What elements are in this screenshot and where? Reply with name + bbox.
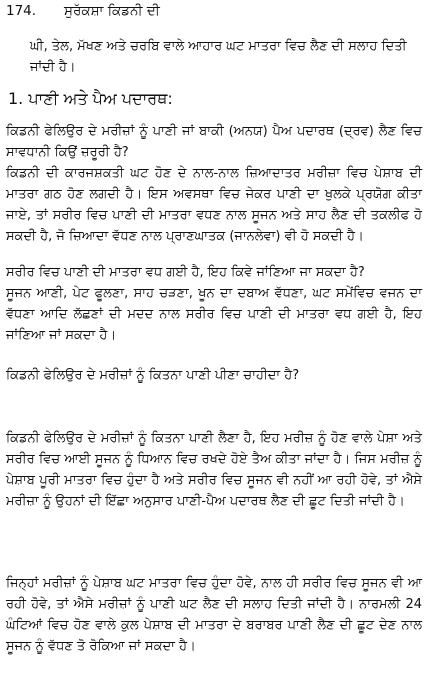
answer-3-block [6, 428, 422, 512]
question-answer-1 [6, 121, 422, 247]
question-3: ਕਿਡਨੀ ਫੇਲਿਉਰ ਦੇ ਮਰੀਜ਼ਾਂ ਨੂੰ ਕਿਤਨਾ ਪਾਣੀ ਪੀਣਾ ਚਾਹੀਦਾ ਹੈ? [6, 368, 300, 383]
page-number: 174. [6, 3, 37, 19]
answer-3: ਕਿਡਨੀ ਫੇਲਿਉਰ ਦੇ ਮਰੀਜ਼ਾਂ ਨੂੰ ਕਿਤਨਾ ਪਾਣੀ ਲੈਣਾ ਹੈ, ਇਹ ਮਰੀਜ਼ ਨੂੰ ਹੋਣ ਵਾਲੇ ਪੇਸ਼ਾ ਅਤੇ ਸਰੀਰ ਵਿਚ ਆਈ ਸੂਜਨ ਨੂੰ ਧਿਆਨ ਵਿਚ ਰਖਦੇ ਹੋਏ ਤੈਅ ਕੀਤਾ ਜਾਂਦਾ ਹੈ। ਜਿਸ ਮਰੀਜ਼ ਨੂੰ ਪੇਸ਼ਾਬ ਪੂਰੀ ਮਾਤਰਾ ਵਿਚ ਹੁੰਦਾ ਹੈ ਅਤੇ ਸਰੀਰ ਵਿਚ ਸੂਜਨ ਵੀ ਨਹੀਂ ਆ ਰਹੀ ਹੋਵੇ, ਤਾਂ ਐਸੇ ਮਰੀਜ਼ਾ ਨੂੰ ਉਹਨਾਂ ਦੀ ਇੱਛਾ ਅਨੁਸਾਰ ਪਾਣੀ-ਪੈਅ ਪਦਾਰਥ ਲੈਣ ਦੀ ਛੂਟ ਦਿਤੀ ਜਾਂਦੀ ਹੈ। [6, 431, 422, 509]
answer-4: ਜਿਨ੍ਹਾਂ ਮਰੀਜ਼ਾਂ ਨੂੰ ਪੇਸ਼ਾਬ ਘਟ ਮਾਤਰਾ ਵਿਚ ਹੁੰਦਾ ਹੋਵੇ, ਨਾਲ ਹੀ ਸਰੀਰ ਵਿਚ ਸੂਜਨ ਵੀ ਆ ਰਹੀ ਹੋਵੇ, ਤਾਂ ਐਸੇ ਮਰੀਜ਼ਾਂ ਨੂੰ ਪਾਣੀ ਘਟ ਲੈਣ ਦੀ ਸਲਾਹ ਦਿਤੀ ਜਾਂਦੀ ਹੈ। ਨਾਰਮਲੀ 24 ਘੰਟਿਆਂ ਵਿਚ ਹੋਣ ਵਾਲੇ ਕੁਲ ਪੇਸ਼ਾਬ ਦੀ ਮਾਤਰਾ ਦੇ ਬਰਾਬਰ ਪਾਣੀ ਲੈਣ ਦੀ ਛੂਟ ਦੇਣ ਨਾਲ ਸੂਜਨ ਨੂੰ ਵੱਧਣ ਤੋ ਰੋਕਿਆ ਜਾਂ ਸਕਦਾ ਹੈ। [6, 576, 422, 654]
question-2: ਸਰੀਰ ਵਿਚ ਪਾਣੀ ਦੀ ਮਾਤਰਾ ਵਧ ਗਈ ਹੈ, ਇਹ ਕਿਵੇ ਜਾਂਣਿਆ ਜਾ ਸਕਦਾ ਹੈ? [6, 265, 365, 280]
question-3-block [6, 365, 422, 386]
intro-text: ਘੀ, ਤੇਲ, ਮੱਖਣ ਅਤੇ ਚਰਬਿ ਵਾਲੇ ਆਹਾਰ ਘਟ ਮਾਤਰਾ ਵਿਚ ਲੈਣ ਦੀ ਸਲਾਹ ਦਿਤੀ ਜਾਂਦੀ ਹੈ। [30, 39, 407, 75]
question-1: ਕਿਡਨੀ ਫੇਲਿਉਰ ਦੇ ਮਰੀਜ਼ਾਂ ਨੂੰ ਪਾਣੀ ਜਾਂ ਬਾਕੀ (ਅਨਯ) ਪੈਅ ਪਦਾਰਥ (ਦ੍ਰਵ) ਲੈਣ ਵਿਚ ਸਾਵਧਾਨੀ ਕਿਉਂ ਜ਼ਰੂਰੀ ਹੈ? [6, 124, 422, 160]
intro-paragraph [30, 36, 420, 78]
page-header [6, 2, 160, 20]
section-heading: 1. ਪਾਣੀ ਅਤੇ ਪੈਅ ਪਦਾਰਥ: [8, 89, 173, 108]
running-title: ਸੁਰੱਕਸ਼ਾ ਕਿਡਨੀ ਦੀ [64, 3, 160, 19]
answer-2: ਸੂਜਨ ਆਣੀ, ਪੇਟ ਫੂਲਣਾ, ਸਾਹ ਚੜਣਾ, ਖੂਨ ਦਾ ਦਬਾਅ ਵੱਧਣਾ, ਘਟ ਸਮੇਂਵਿਚ ਵਜਨ ਦਾ ਵੱਧਣਾ ਆਦਿ ਲੱਛਣਾਂ ਦੀ ਮਦਦ ਨਾਲ ਸਰੀਰ ਵਿਚ ਪਾਣੀ ਦੀ ਮਾਤਰਾ ਵਧ ਗਈ ਹੈ, ਇਹ ਜਾਂਣਿਆ ਜਾਂ ਸਕਦਾ ਹੈ। [6, 286, 422, 343]
answer-4-block [6, 573, 422, 657]
answer-1: ਕਿਡਨੀ ਦੀ ਕਾਰਜਸ਼ਕਤੀ ਘਟ ਹੋਣ ਦੇ ਨਾਲ-ਨਾਲ ਜ਼ਿਆਦਾਤਰ ਮਰੀਜ਼ਾ ਵਿਚ ਪੇਸ਼ਾਬ ਦੀ ਮਾਤਰਾ ਗਠ ਹੋਣ ਲਗਦੀ ਹੈ। ਇਸ ਅਵਸਥਾ ਵਿਚ ਜੇਕਰ ਪਾਣੀ ਦਾ ਖੁਲਕੇ ਪ੍ਰਯੋਗ ਕੀਤਾ ਜਾਏ, ਤਾਂ ਸਰੀਰ ਵਿਚ ਪਾਣੀ ਦੀ ਮਾਤਰਾ ਵਧਣ ਨਾਲ ਸੂਜਨ ਅਤੇ ਸਾਹ ਲੈਣ ਦੀ ਤਕਲੀਫ ਹੋ ਸਕਦੀ ਹੈ, ਜੋ ਜ਼ਿਆਦਾ ਵੱਧਣ ਨਾਲ ਪ੍ਰਾਣਘਾਤਕ (ਜਾਨਲੇਵਾ) ਵੀ ਹੋ ਸਕਦੀ ਹੈ। [6, 166, 422, 244]
question-answer-2 [6, 262, 422, 346]
